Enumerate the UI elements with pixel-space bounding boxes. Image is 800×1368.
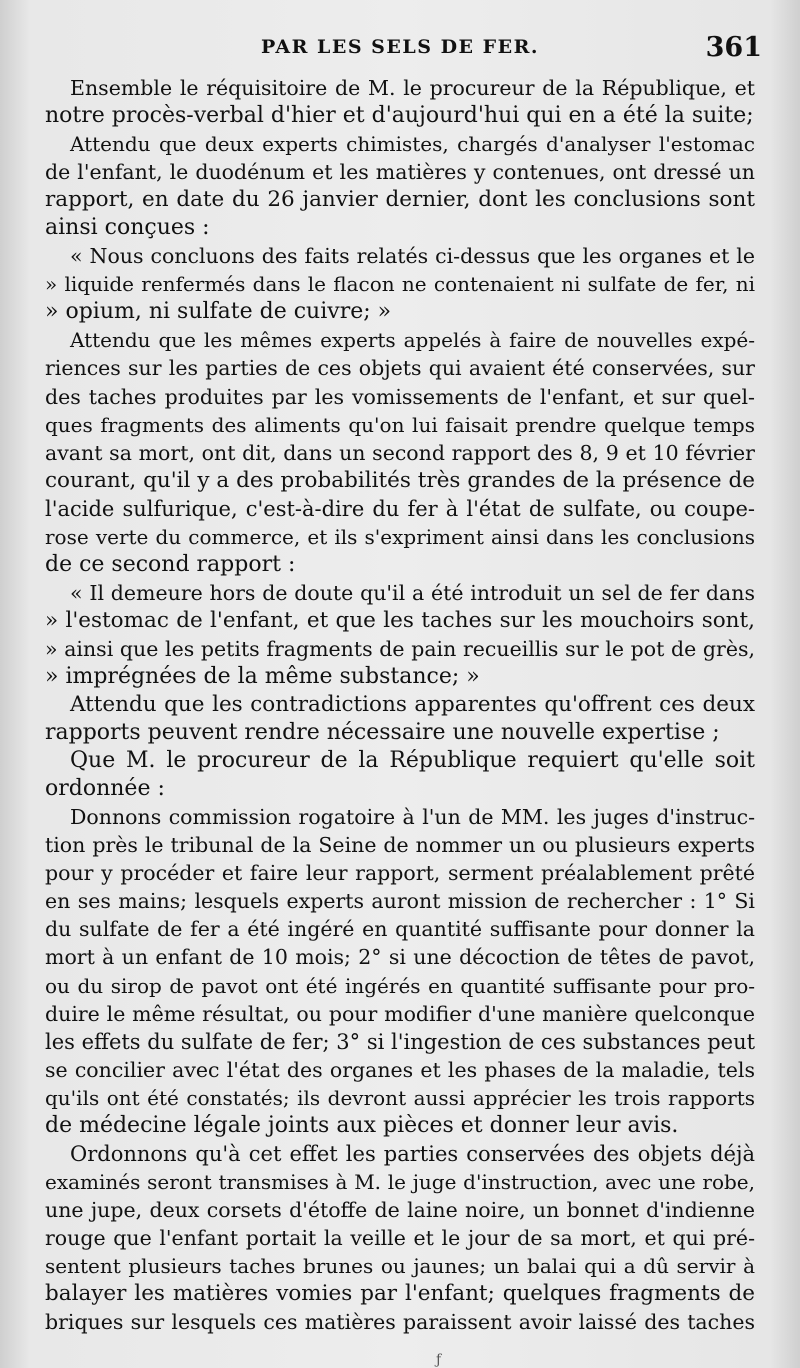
text-line: tion près le tribunal de la Seine de nommer un ou plusieurs experts — [45, 833, 755, 858]
text-line: » ainsi que les petits fragments de pain recueillis sur le pot de grès, — [45, 636, 755, 661]
text-line: de l'enfant, le duodénum et les matières y contenues, ont dressé un — [45, 160, 755, 185]
text-line: Ordonnons qu'à cet effet les parties conservées des objets déjà — [70, 1141, 755, 1166]
text-line: rapports peuvent rendre nécessaire une nouvelle expertise ; — [45, 720, 720, 746]
text-line: » liquide renfermés dans le flacon ne contenaient ni sulfate de fer, ni — [45, 272, 755, 297]
text-line: Attendu que les contradictions apparentes qu'offrent ces deux — [70, 692, 755, 718]
text-line: notre procès-verbal d'hier et d'aujourd'hui qui en a été la suite; — [45, 103, 754, 129]
text-line: avant sa mort, ont dit, dans un second rapport des 8, 9 et 10 février — [45, 440, 755, 465]
text-line: qu'ils ont été constatés; ils devront aussi apprécier les trois rapports — [45, 1085, 755, 1110]
text-line: pour y procéder et faire leur rapport, serment préalablement prêté — [45, 861, 755, 886]
text-line: mort à un enfant de 10 mois; 2° si une décoction de têtes de pavot, — [45, 945, 755, 970]
running-title: PAR LES SELS DE FER. — [260, 36, 540, 58]
text-line: riences sur les parties de ces objets qui avaient été conservées, sur — [45, 356, 755, 381]
body-text — [45, 74, 755, 1336]
text-line: ques fragments des aliments qu'on lui faisait prendre quelque temps — [45, 412, 755, 437]
text-line: » imprégnées de la même substance; » — [45, 663, 480, 689]
text-line: sentent plusieurs taches brunes ou jaunes; un balai qui a dû servir à — [45, 1253, 755, 1278]
text-line: Attendu que deux experts chimistes, chargés d'analyser l'estomac — [70, 132, 755, 157]
text-line: rose verte du commerce, et ils s'expriment ainsi dans les conclusions — [45, 524, 755, 549]
text-line: » l'estomac de l'enfant, et que les taches sur les mouchoirs sont, — [45, 607, 755, 633]
text-line: « Il demeure hors de doute qu'il a été introduit un sel de fer dans — [70, 580, 755, 605]
running-head — [0, 28, 800, 68]
text-line: ordonnée : — [45, 776, 165, 802]
page-number: 361 — [705, 32, 762, 63]
text-line: balayer les matières vomies par l'enfant; quelques fragments de — [45, 1281, 755, 1307]
text-line: les effets du sulfate de fer; 3° si l'ingestion de ces substances peut — [45, 1029, 756, 1054]
text-line: ainsi conçues : — [45, 215, 210, 241]
text-line: l'acide sulfurique, c'est-à-dire du fer à l'état de sulfate, ou coupe- — [45, 496, 755, 521]
text-line: Que M. le procureur de la République requiert qu'elle soit — [70, 748, 755, 774]
text-line: de médecine légale joints aux pièces et donner leur avis. — [45, 1112, 679, 1138]
text-line: rouge que l'enfant portait la veille et le jour de sa mort, et qui pré- — [45, 1225, 755, 1250]
text-line: rapport, en date du 26 janvier dernier, dont les conclusions sont — [45, 187, 755, 213]
text-line: en ses mains; lesquels experts auront mission de rechercher : 1° Si — [45, 889, 755, 914]
text-line: Ensemble le réquisitoire de M. le procureur de la République, et — [70, 76, 755, 100]
text-line: ou du sirop de pavot ont été ingérés en quantité suffisante pour pro- — [45, 973, 755, 998]
text-line: se concilier avec l'état des organes et les phases de la maladie, tels — [45, 1057, 755, 1082]
text-line: « Nous concluons des faits relatés ci-dessus que les organes et le — [70, 244, 755, 269]
text-line: Attendu que les mêmes experts appelés à faire de nouvelles expé- — [70, 328, 755, 353]
text-line: examinés seront transmises à M. le juge d'instruction, avec une robe, — [45, 1169, 755, 1194]
text-line: des taches produites par les vomissements de l'enfant, et sur quel- — [45, 384, 755, 409]
text-line: Donnons commission rogatoire à l'un de MM. les juges d'instruc- — [70, 805, 755, 830]
text-line: briques sur lesquels ces matières paraissent avoir laissé des taches — [45, 1310, 755, 1335]
text-line: du sulfate de fer a été ingéré en quantité suffisante pour donner la — [45, 917, 755, 942]
text-line: » opium, ni sulfate de cuivre; » — [45, 299, 392, 325]
text-line: duire le même résultat, ou pour modifier d'une manière quelconque — [45, 1001, 755, 1026]
text-line: courant, qu'il y a des probabilités très grandes de la présence de — [45, 467, 755, 493]
text-line: une jupe, deux corsets d'étoffe de laine noire, un bonnet d'indienne — [45, 1197, 755, 1222]
text-line: de ce second rapport : — [45, 551, 296, 577]
bottom-mark: ƒ — [436, 1352, 442, 1368]
